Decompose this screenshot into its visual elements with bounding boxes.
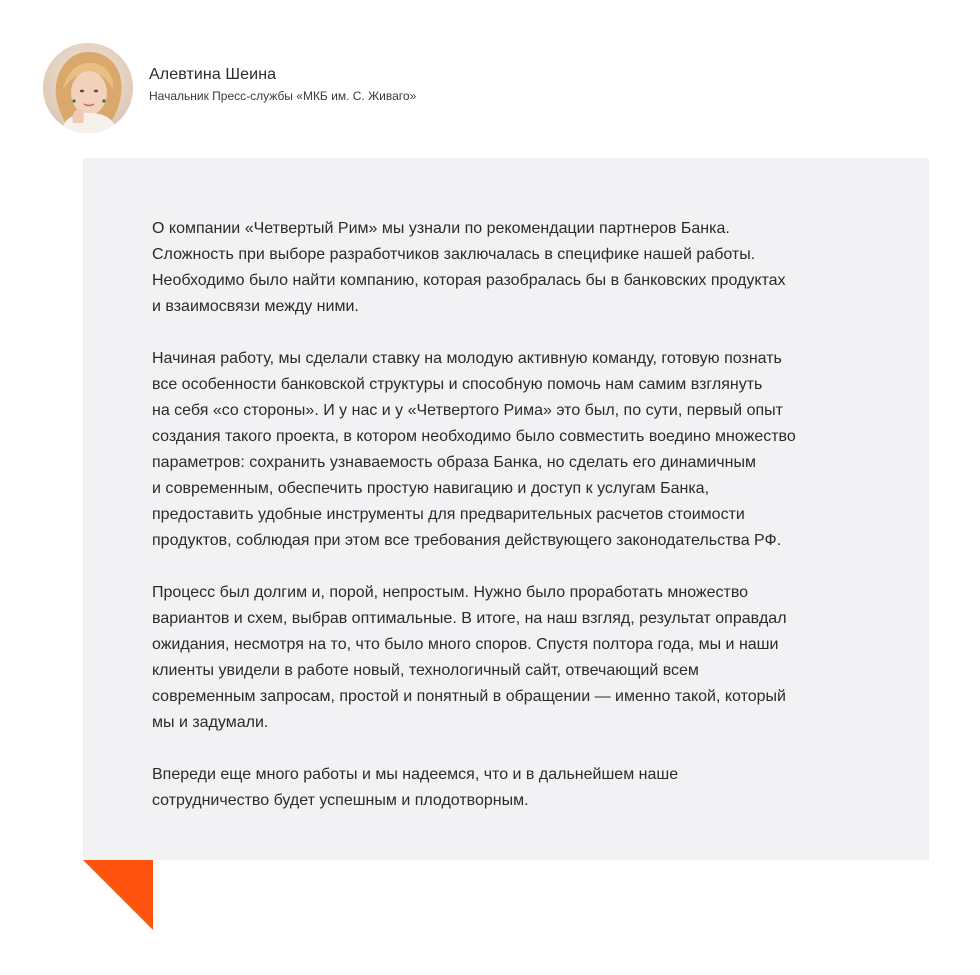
avatar bbox=[43, 43, 133, 133]
quote-box bbox=[83, 158, 929, 860]
quote-corner-triangle-icon bbox=[83, 860, 153, 930]
quote-paragraph-4: Впереди еще много работы и мы надеемся, что и в дальнейшем наше сотрудничество будет успешным и плодотворным. bbox=[152, 766, 679, 809]
quote-paragraph-3: Процесс был долгим и, порой, непростым. Нужно было проработать множество вариантов и схем, выбрав оптимальные. В итоге, на наш взгляд, результат оправдал ожидания, несмотря на то, что было много споров. Спустя полтора года, мы и наши клиенты увидели в работе новый, технологичный сайт, отвечающий всем современным запросам, простой и понятный в обращении — именно такой, который мы и задумали. bbox=[152, 584, 787, 731]
author-info bbox=[149, 65, 416, 104]
quote-paragraph-2: Начиная работу, мы сделали ставку на молодую активную команду, готовую познать все особенности банковской структуры и способную помочь нам самим взглянуть на себя «со стороны». И у нас и у «Четвертого Рима» это был, по сути, первый опыт создания такого проекта, в котором необходимо было совместить воедино множество параметров: сохранить узнаваемость образа Банка, но сделать его динамичным и современным, обеспечить простую навигацию и доступ к услугам Банка, предоставить удобные инструменты для предварительных расчетов стоимости продуктов, соблюдая при этом все требования действующего законодательства РФ. bbox=[152, 350, 796, 549]
author-position: Начальник Пресс-службы «МКБ им. С. Живаго» bbox=[149, 88, 417, 103]
author-block bbox=[43, 43, 416, 133]
quote-paragraph-1: О компании «Четвертый Рим» мы узнали по рекомендации партнеров Банка. Сложность при выборе разработчиков заключалась в специфике нашей работы. Необходимо было найти компанию, которая разобралась бы в банковских продуктах и взаимосвязи между ними. bbox=[152, 220, 786, 315]
person-photo-icon bbox=[43, 43, 133, 133]
quote-corner-shape bbox=[83, 860, 153, 930]
author-name: Алевтина Шеина bbox=[149, 65, 277, 83]
